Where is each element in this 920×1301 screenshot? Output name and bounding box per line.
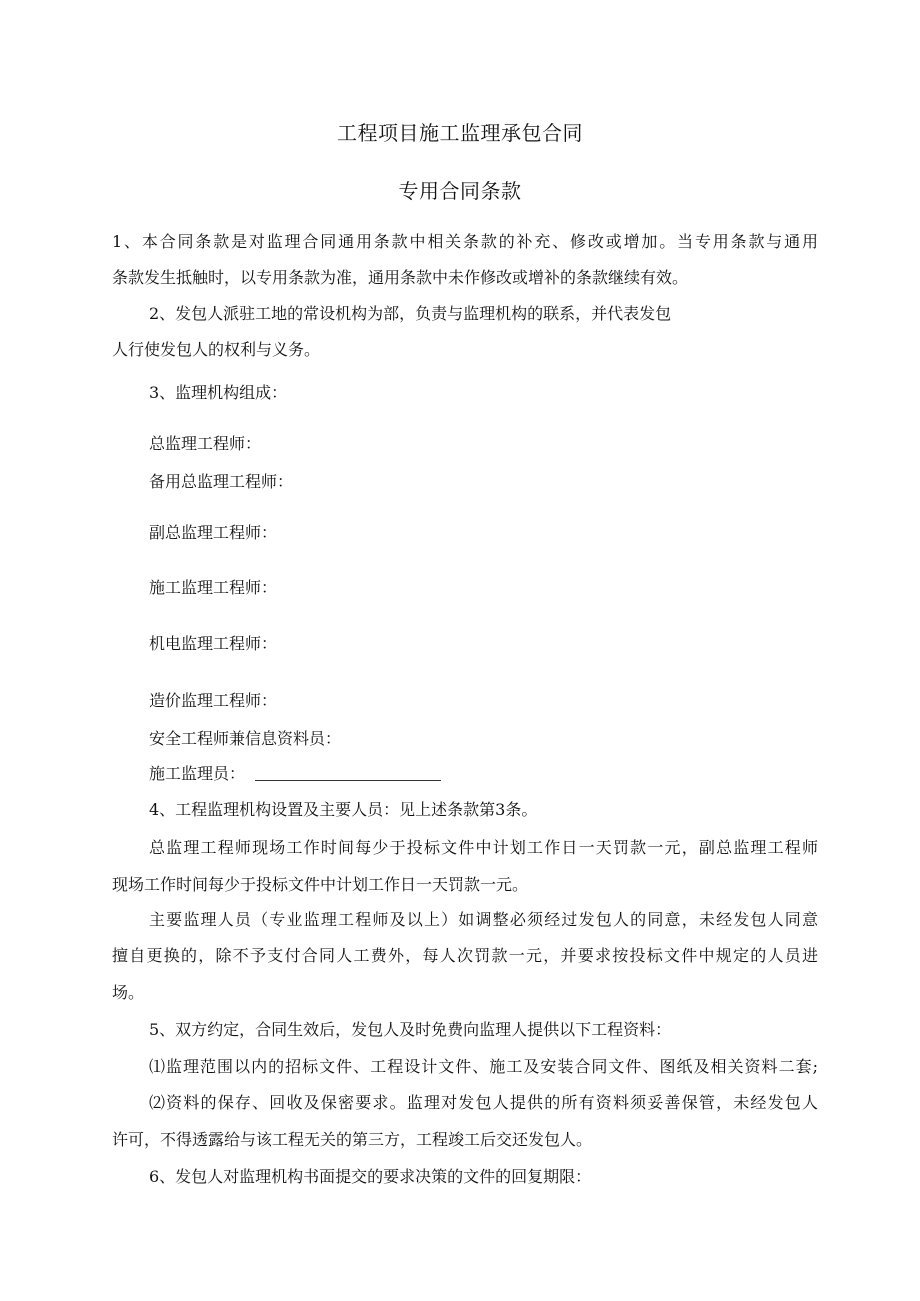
clause-5-item-1: ⑴监理范围以内的招标文件、工程设计文件、施工及安装合同文件、图纸及相关资料二套; <box>149 1057 818 1076</box>
clause-4-para-2-line-3: 场。 <box>112 983 145 1002</box>
clause-4: 4、工程监理机构设置及主要人员：见上述条款第3条。 <box>149 800 538 819</box>
role-site-supervisor: 施工监理员： <box>149 764 246 783</box>
role-cost-supervisor: 造价监理工程师： <box>149 691 278 710</box>
role-chief-supervisor: 总监理工程师： <box>149 434 262 453</box>
clause-1-line-1: 1、本合同条款是对监理合同通用条款中相关条款的补充、修改或增加。当专用条款与通用 <box>112 232 818 251</box>
clause-5-item-2-line-2: 许可，不得透露给与该工程无关的第三方，工程竣工后交还发包人。 <box>112 1130 593 1149</box>
clause-4-para-1-line-1: 总监理工程师现场工作时间每少于投标文件中计划工作日一天罚款一元，副总监理工程师 <box>149 838 818 857</box>
role-deputy-chief-supervisor: 副总监理工程师： <box>149 523 278 542</box>
clause-6: 6、发包人对监理机构书面提交的要求决策的文件的回复期限： <box>149 1167 592 1186</box>
blank-underline <box>255 764 441 781</box>
clause-4-para-2-line-1: 主要监理人员（专业监理工程师及以上）如调整必须经过发包人的同意，未经发包人同意 <box>149 910 818 929</box>
document-title: 工程项目施工监理承包合同 <box>337 121 583 145</box>
role-electromechanical-supervisor: 机电监理工程师： <box>149 634 278 653</box>
clause-5: 5、双方约定，合同生效后，发包人及时免费向监理人提供以下工程资料： <box>149 1020 672 1039</box>
clause-2-line-2: 人行使发包人的权利与义务。 <box>112 340 321 359</box>
clause-4-para-2-line-2: 擅自更换的，除不予支付合同人工费外，每人次罚款一元，并要求按投标文件中规定的人员进 <box>112 946 818 965</box>
clause-2-line-1: 2、发包人派驻工地的常设机构为部，负责与监理机构的联系，并代表发包 <box>149 304 672 323</box>
clause-1-line-2: 条款发生抵触时，以专用条款为准，通用条款中未作修改或增补的条款继续有效。 <box>112 268 689 287</box>
clause-3: 3、监理机构组成： <box>149 383 288 402</box>
clause-4-para-1-line-2: 现场工作时间每少于投标文件中计划工作日一天罚款一元。 <box>112 875 529 894</box>
role-construction-supervisor: 施工监理工程师： <box>149 578 278 597</box>
role-backup-chief-supervisor: 备用总监理工程师： <box>149 472 294 491</box>
clause-5-item-2-line-1: ⑵资料的保存、回收及保密要求。监理对发包人提供的所有资料须妥善保管，未经发包人 <box>149 1093 818 1112</box>
role-site-supervisor-row <box>149 764 441 784</box>
role-safety-engineer: 安全工程师兼信息资料员： <box>149 729 342 748</box>
document-subtitle: 专用合同条款 <box>398 179 522 203</box>
